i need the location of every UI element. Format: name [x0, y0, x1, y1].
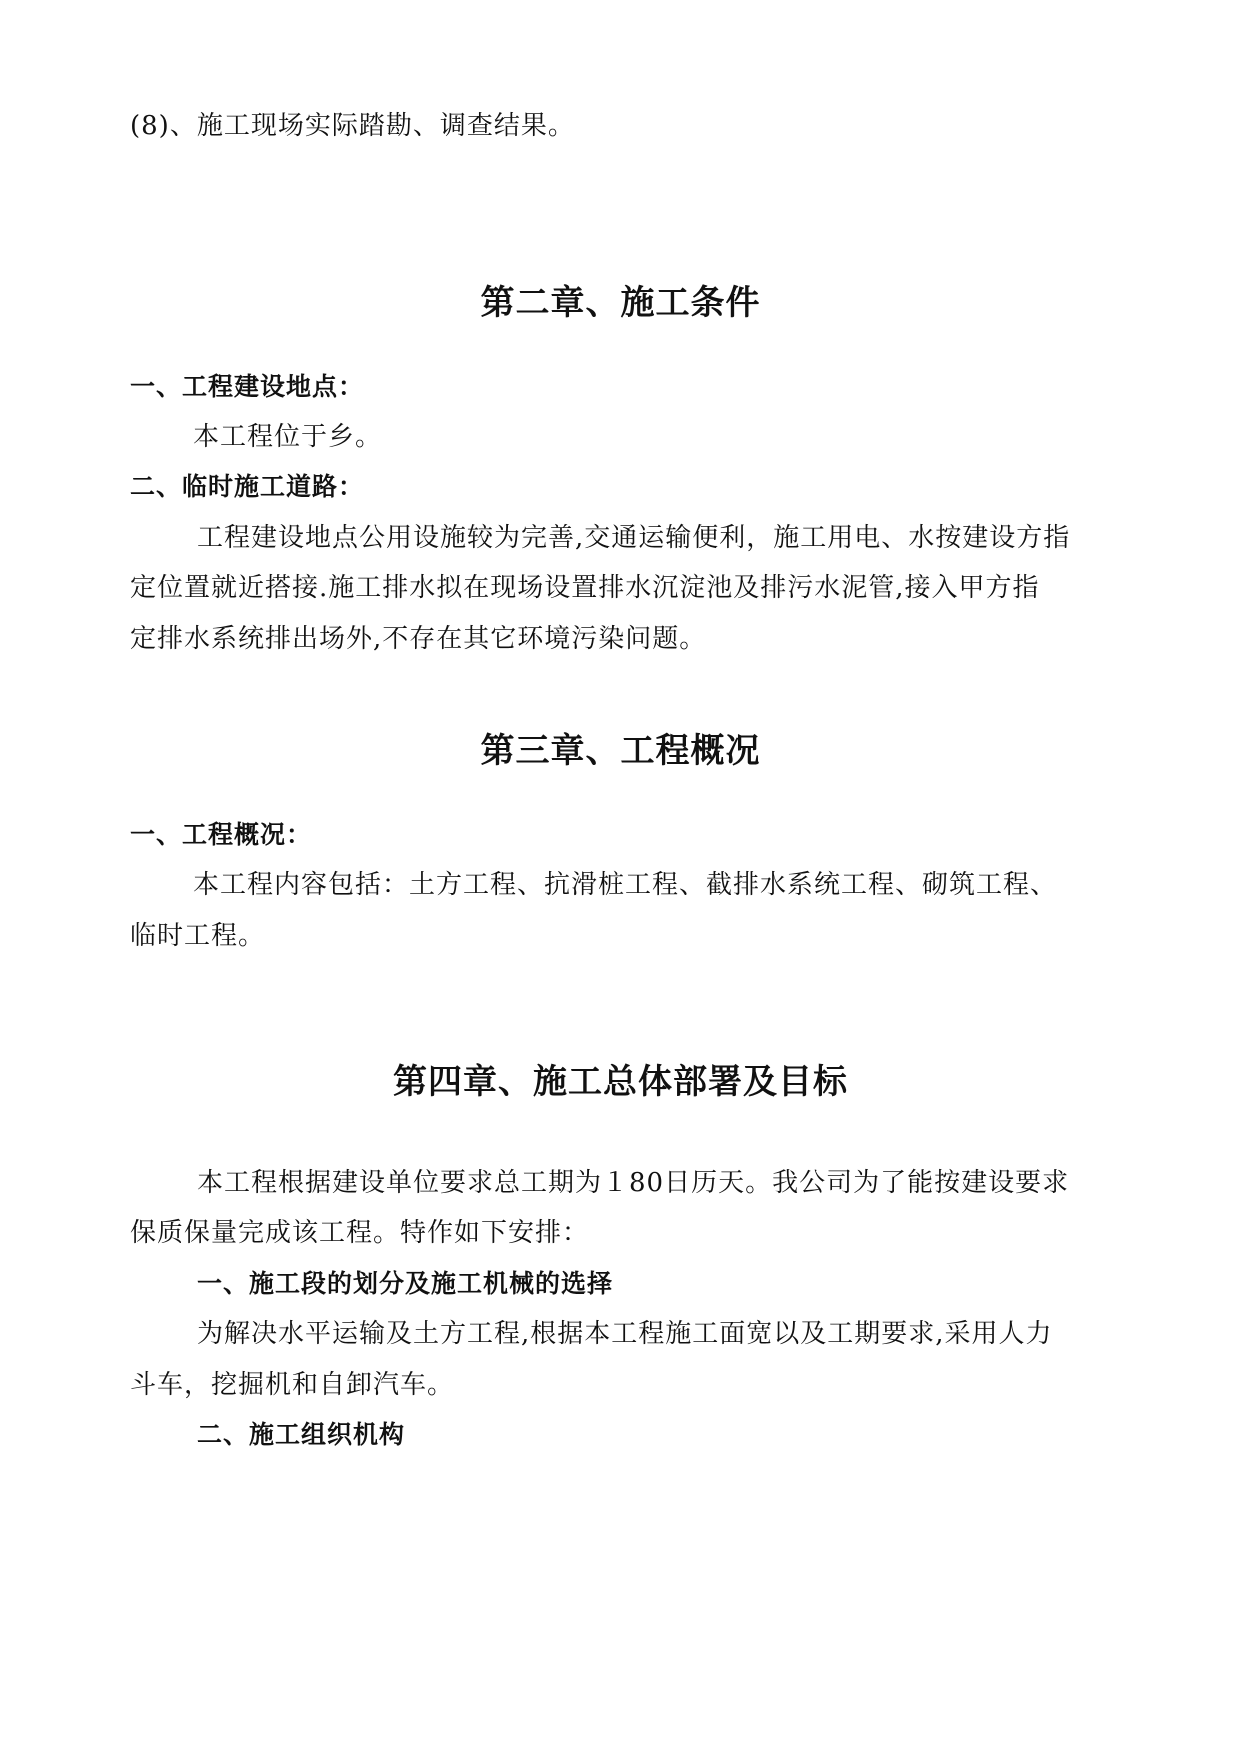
chapter-2-title: 第二章、施工条件 — [480, 283, 761, 323]
chapter-3-section-1-line-1: 本工程内容包括：土方工程、抗滑桩工程、截排水系统工程、砌筑工程、 — [193, 870, 1058, 900]
chapter-2-section-2-line-2: 定位置就近搭接.施工排水拟在现场设置排水沉淀池及排污水泥管,接入甲方指 — [130, 573, 1040, 603]
chapter-3-section-1-heading: 一、工程概况： — [130, 820, 313, 849]
chapter-2-section-2-heading: 二、临时施工道路： — [130, 472, 365, 501]
chapter-2-section-1-heading: 一、工程建设地点： — [130, 372, 365, 401]
chapter-2-section-1-text: 本工程位于乡。 — [193, 422, 383, 452]
chapter-4-section-1-line-1: 为解决水平运输及土方工程,根据本工程施工面宽以及工期要求,采用人力 — [197, 1319, 1053, 1349]
chapter-4-section-1-heading: 一、施工段的划分及施工机械的选择 — [197, 1269, 614, 1298]
chapter-4-title: 第四章、施工总体部署及目标 — [393, 1062, 848, 1102]
chapter-3-section-1-line-2: 临时工程。 — [130, 921, 266, 951]
intro-item-8: (8)、施工现场实际踏勘、调查结果。 — [130, 111, 575, 141]
chapter-4-intro-line-2: 保质保量完成该工程。特作如下安排： — [130, 1218, 590, 1248]
chapter-2-section-2-line-1: 工程建设地点公用设施较为完善,交通运输便利，施工用电、水按建设方指 — [197, 523, 1071, 553]
chapter-4-intro-line-1: 本工程根据建设单位要求总工期为１80日历天。我公司为了能按建设要求 — [197, 1168, 1070, 1198]
chapter-3-title: 第三章、工程概况 — [480, 731, 761, 771]
chapter-2-section-2-line-3: 定排水系统排出场外,不存在其它环境污染问题。 — [130, 624, 707, 654]
chapter-4-section-2-heading: 二、施工组织机构 — [197, 1420, 406, 1449]
chapter-4-section-1-line-2: 斗车，挖掘机和自卸汽车。 — [130, 1370, 455, 1400]
